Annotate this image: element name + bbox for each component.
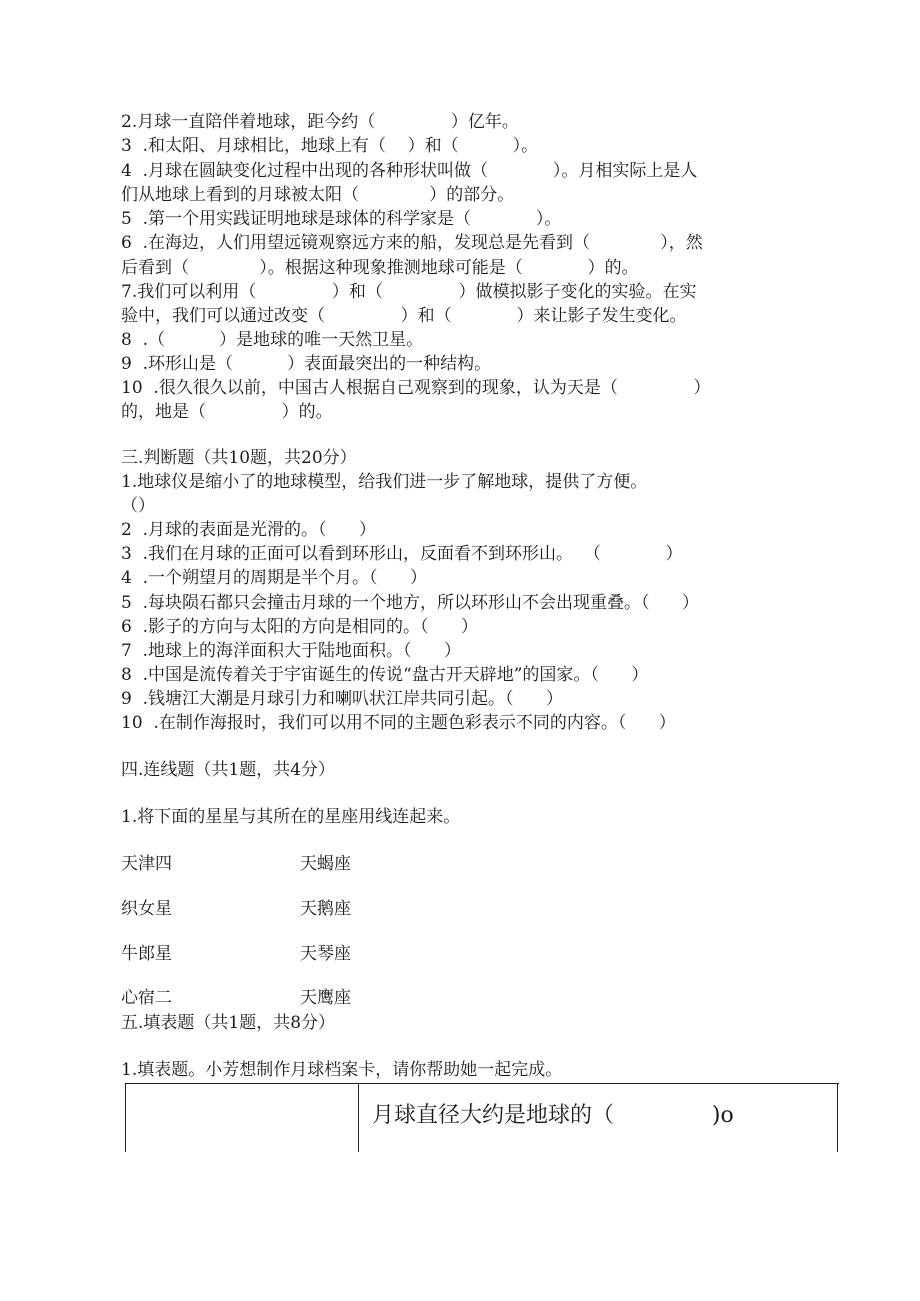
question-3: 3 .和太阳、月球相比，地球上有（ ）和（ ）。 [121, 136, 539, 156]
section-4-heading: 四.连线题（共1题，共4分） [121, 760, 336, 780]
section-3-heading: 三.判断题（共10题，共20分） [121, 448, 357, 468]
judge-item-9: 9 .钱塘江大潮是月球引力和喇叭状江岸共同引起。（ ） [121, 689, 563, 709]
judge-item-1: 1.地球仪是缩小了的地球模型，给我们进一步了解地球，提供了方便。 [121, 472, 648, 492]
judge-item-3: 3 .我们在月球的正面可以看到环形山，反面看不到环形山。 （ ） [121, 544, 683, 564]
constellation-item: 天琴座 [300, 944, 351, 964]
judge-item-5: 5 .每块陨石都只会撞击月球的一个地方，所以环形山不会出现重叠。（ ） [121, 593, 699, 613]
question-10-line-1: 10 .很久很久以前，中国古人根据自己观察到的现象，认为天是（ ） [121, 378, 711, 398]
table-divider [358, 1084, 359, 1152]
table-border-left [125, 1084, 126, 1152]
question-2: 2.月球一直陪伴着地球，距今约（ ）亿年。 [121, 112, 519, 132]
judge-item-10: 10 .在制作海报时，我们可以用不同的主题色彩表示不同的内容。（ ） [121, 713, 676, 733]
constellation-item: 天蝎座 [300, 854, 351, 874]
judge-item-6: 6 .影子的方向与太阳的方向是相同的。（ ） [121, 617, 478, 637]
question-7-line-2: 验中，我们可以通过改变（ ）和（ ）来让影子发生变化。 [121, 306, 687, 326]
star-item: 牛郎星 [121, 944, 172, 964]
table-cell-moon-diameter: 月球直径大约是地球的（ )o [372, 1103, 734, 1128]
question-6-line-2: 后看到（ ）。根据这种现象推测地球可能是（ ）的。 [121, 258, 639, 278]
judge-item-8: 8 .中国是流传着关于宇宙诞生的传说“盘古开天辟地”的国家。（ ） [121, 665, 649, 685]
section-4-prompt: 1.将下面的星星与其所在的星座用线连起来。 [121, 807, 461, 827]
question-4-line-2: 们从地球上看到的月球被太阳（ ）的部分。 [121, 185, 515, 205]
question-7-line-1: 7.我们可以利用（ ）和（ ）做模拟影子变化的实验。在实 [121, 282, 697, 302]
star-item: 心宿二 [121, 988, 172, 1008]
judge-item-1-bracket: （） [121, 496, 155, 516]
question-5: 5 .第一个用实践证明地球是球体的科学家是（ ）。 [121, 209, 562, 229]
question-10-line-2: 的，地是（ ）的。 [121, 402, 333, 422]
section-5-heading: 五.填表题（共1题，共8分） [121, 1013, 336, 1033]
question-8: 8 .（ ）是地球的唯一天然卫星。 [121, 330, 424, 350]
judge-item-7: 7 .地球上的海洋面积大于陆地面积。（ ） [121, 641, 461, 661]
table-border-right [837, 1084, 838, 1152]
judge-item-2: 2 .月球的表面是光滑的。（ ） [121, 520, 376, 540]
judge-item-4: 4 .一个朔望月的周期是半个月。（ ） [121, 568, 427, 588]
constellation-item: 天鹰座 [300, 988, 351, 1008]
question-6-line-1: 6 .在海边，人们用望远镜观察远方来的船，发现总是先看到（ ），然 [121, 233, 703, 253]
question-4-line-1: 4 .月球在圆缺变化过程中出现的各种形状叫做（ ）。月相实际上是人 [121, 161, 698, 181]
star-item: 织女星 [121, 899, 172, 919]
constellation-item: 天鹅座 [300, 899, 351, 919]
star-item: 天津四 [121, 854, 172, 874]
question-9: 9 .环形山是（ ）表面最突出的一种结构。 [121, 354, 492, 374]
section-5-prompt: 1.填表题。小芳想制作月球档案卡，请你帮助她一起完成。 [121, 1060, 563, 1080]
